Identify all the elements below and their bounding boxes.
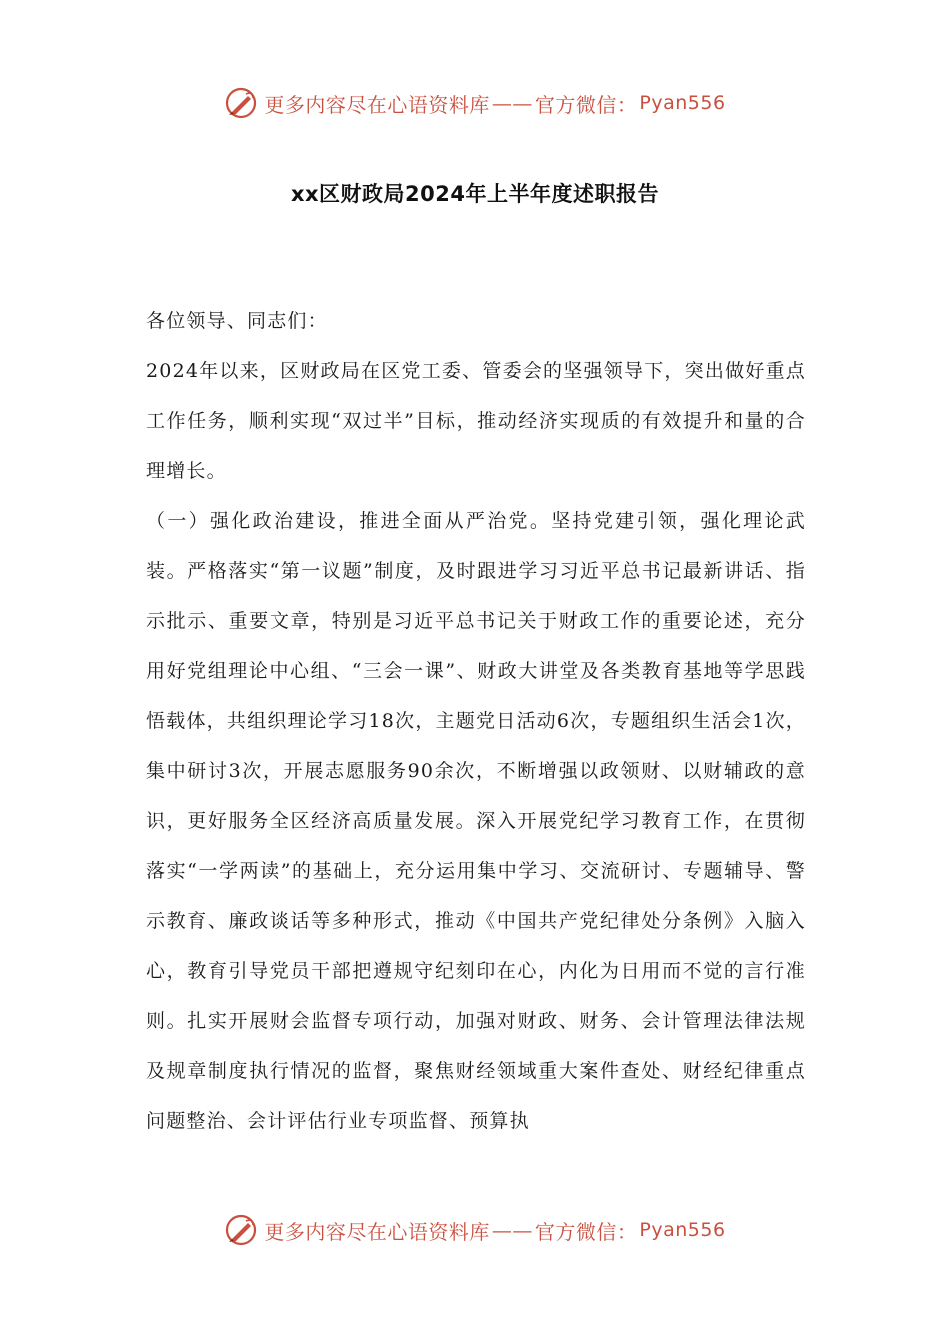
salutation: 各位领导、同志们： bbox=[146, 310, 328, 332]
intro-paragraph: 2024年以来，区财政局在区党工委、管委会的坚强领导下，突出做好重点工作任务，顺利实现“双过半”目标，推动经济实现质的有效提升和量的合理增长。 bbox=[146, 360, 806, 482]
watermark-footer bbox=[0, 1210, 950, 1250]
watermark-text: 更多内容尽在心语资料库 bbox=[264, 92, 490, 117]
watermark-wechat-label: 官方微信： bbox=[534, 92, 638, 117]
watermark-text: 更多内容尽在心语资料库 bbox=[264, 1219, 490, 1244]
watermark-wechat-id: Pyan556 bbox=[639, 1219, 726, 1241]
watermark-separator: —— bbox=[491, 91, 533, 115]
watermark-separator: —— bbox=[491, 1218, 533, 1242]
document-title: xx区财政局2024年上半年度述职报告 bbox=[290, 182, 660, 206]
watermark-wechat-label: 官方微信： bbox=[534, 1219, 638, 1244]
section-1-paragraph: （一）强化政治建设，推进全面从严治党。坚持党建引领，强化理论武装。严格落实“第一议题”制度，及时跟进学习习近平总书记最新讲话、指示批示、重要文章，特别是习近平总书记关于财政工作的重要论述，充分用好党组理论中心组、“三会一课”、财政大讲堂及各类教育基地等学思践悟载体，共组织理论学习18次，主题党日活动6次，专题组织生活会1次，集中研讨3次，开展志愿服务90余次，不断增强以政领财、以财辅政的意识，更好服务全区经济高质量发展。深入开展党纪学习教育工作，在贯彻落实“一学两读”的基础上，充分运用集中学习、交流研讨、专题辅导、警示教育、廉政谈话等多种形式，推动《中国共产党纪律处分条例》入脑入心，教育引导党员干部把遵规守纪刻印在心，内化为日用而不觉的言行准则。扎实开展财会监督专项行动，加强对财政、财务、会计管理法律法规及规章制度执行情况的监督，聚焦财经领域重大案件查处、财经纪律重点问题整治、会计评估行业专项监督、预算执 bbox=[146, 510, 806, 1132]
document-body bbox=[146, 296, 806, 1146]
pen-logo-icon bbox=[224, 86, 258, 120]
watermark-header bbox=[0, 83, 950, 123]
watermark-wechat-id: Pyan556 bbox=[639, 92, 726, 114]
pen-logo-icon bbox=[224, 1213, 258, 1247]
